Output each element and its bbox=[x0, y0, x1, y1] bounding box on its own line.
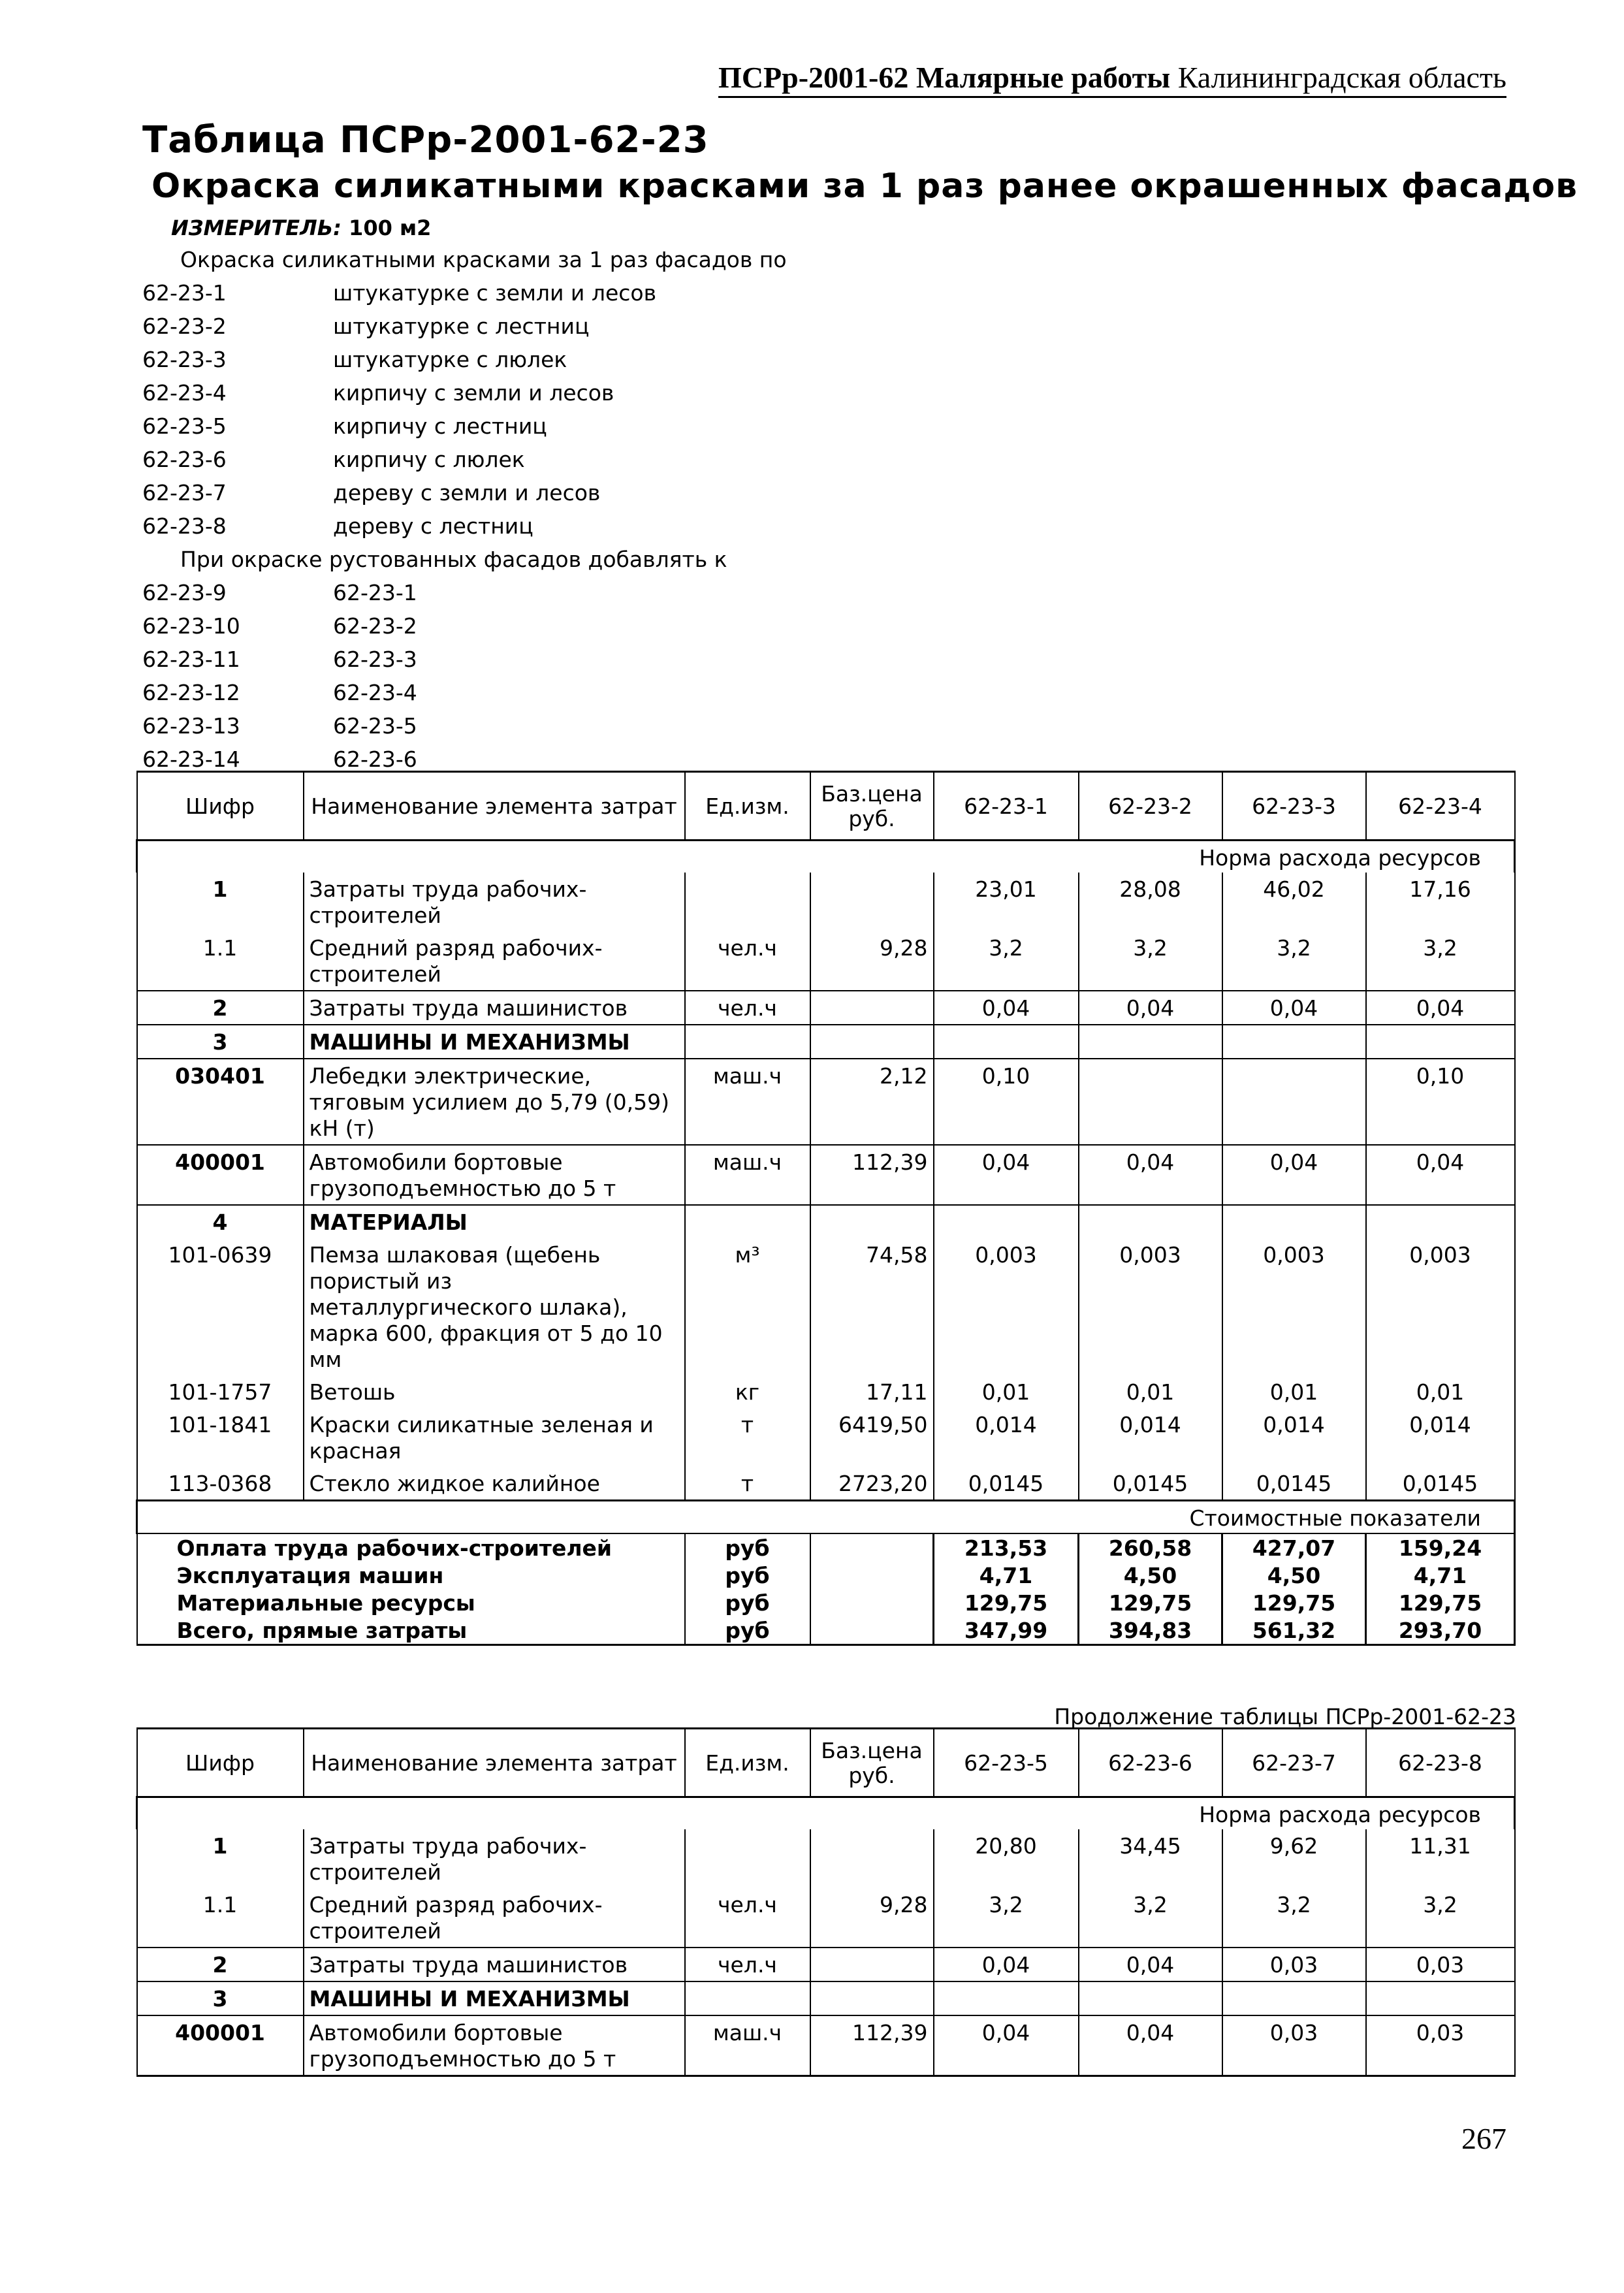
col-variant-header: 62-23-6 bbox=[1079, 1729, 1222, 1797]
row-value: 0,04 bbox=[1079, 1145, 1222, 1205]
rustic-ref: 62-23-4 bbox=[333, 680, 417, 705]
col-variant-header: 62-23-5 bbox=[934, 1729, 1079, 1797]
rustic-item bbox=[142, 676, 787, 709]
row-name: Ветошь bbox=[304, 1375, 685, 1408]
resource-table-2 bbox=[136, 1727, 1516, 2077]
table-row bbox=[137, 1467, 1515, 1501]
total-value: 4,71 bbox=[934, 1562, 1079, 1589]
rustic-code: 62-23-13 bbox=[142, 713, 240, 739]
col-variant-header: 62-23-2 bbox=[1079, 772, 1222, 841]
total-value: 4,50 bbox=[1222, 1562, 1366, 1589]
row-value: 0,0145 bbox=[1222, 1467, 1366, 1501]
empty-cell bbox=[810, 1205, 934, 1238]
work-code: 62-23-6 bbox=[142, 447, 227, 472]
row-price bbox=[810, 1829, 934, 1888]
norm-band-row bbox=[137, 841, 1515, 873]
row-value: 3,2 bbox=[1366, 1888, 1515, 1948]
norm-band-label: Норма расхода ресурсов bbox=[137, 841, 1515, 873]
row-value: 0,04 bbox=[934, 1948, 1079, 1981]
empty-cell bbox=[1222, 1025, 1366, 1059]
empty-cell bbox=[934, 1025, 1079, 1059]
empty-cell bbox=[934, 1981, 1079, 2015]
table-row bbox=[137, 1059, 1515, 1145]
total-value: 427,07 bbox=[1222, 1533, 1366, 1562]
header-region: Калининградская область bbox=[1177, 61, 1506, 94]
row-name: Затраты труда машинистов bbox=[304, 991, 685, 1025]
row-value: 0,04 bbox=[934, 2015, 1079, 2076]
row-value: 17,16 bbox=[1366, 873, 1515, 931]
total-row bbox=[137, 1562, 1515, 1589]
total-value: 347,99 bbox=[934, 1616, 1079, 1645]
row-name: Затраты труда машинистов bbox=[304, 1948, 685, 1981]
rustic-code: 62-23-12 bbox=[142, 680, 240, 705]
total-value: 260,58 bbox=[1079, 1533, 1222, 1562]
work-description: дереву с лестниц bbox=[333, 513, 533, 539]
empty-cell bbox=[810, 1589, 934, 1616]
row-value: 3,2 bbox=[934, 931, 1079, 991]
col-price-header bbox=[810, 1729, 934, 1797]
row-value: 0,01 bbox=[1366, 1375, 1515, 1408]
row-value: 3,2 bbox=[934, 1888, 1079, 1948]
row-value: 20,80 bbox=[934, 1829, 1079, 1888]
rustic-item bbox=[142, 709, 787, 743]
empty-cell bbox=[810, 1533, 934, 1562]
measure-unit-value: 100 м2 bbox=[349, 216, 432, 240]
empty-cell bbox=[810, 1981, 934, 2015]
row-value: 0,01 bbox=[1079, 1375, 1222, 1408]
rustic-ref: 62-23-1 bbox=[333, 580, 417, 605]
empty-cell bbox=[1079, 1205, 1222, 1238]
empty-cell bbox=[685, 1205, 810, 1238]
row-name: Стекло жидкое калийное bbox=[304, 1467, 685, 1501]
total-value: 159,24 bbox=[1366, 1533, 1515, 1562]
row-name: Автомобили бортовые грузоподъемностью до 5 т bbox=[304, 2015, 685, 2076]
rustic-code: 62-23-9 bbox=[142, 580, 227, 605]
rustic-code: 62-23-11 bbox=[142, 647, 240, 672]
row-code: 1 bbox=[137, 1829, 304, 1888]
total-name: Всего, прямые затраты bbox=[137, 1616, 685, 1645]
work-list-item bbox=[142, 376, 787, 409]
row-name: МАШИНЫ И МЕХАНИЗМЫ bbox=[304, 1981, 685, 2015]
work-description: штукатурке с лестниц bbox=[333, 313, 590, 339]
row-code: 1.1 bbox=[137, 931, 304, 991]
table-row bbox=[137, 1205, 1515, 1238]
table-row bbox=[137, 1408, 1515, 1467]
row-price bbox=[810, 873, 934, 931]
row-value: 34,45 bbox=[1079, 1829, 1222, 1888]
norm-band-label: Норма расхода ресурсов bbox=[137, 1797, 1515, 1830]
table-row bbox=[137, 1145, 1515, 1205]
row-code: 101-1757 bbox=[137, 1375, 304, 1408]
row-name: Пемза шлаковая (щебень пористый из металлургического шлака), марка 600, фракция от 5 до 10 мм bbox=[304, 1238, 685, 1375]
measure-unit bbox=[171, 216, 431, 240]
row-unit bbox=[685, 1829, 810, 1888]
row-code: 101-0639 bbox=[137, 1238, 304, 1375]
total-row bbox=[137, 1533, 1515, 1562]
table-row bbox=[137, 1238, 1515, 1375]
total-value: 129,75 bbox=[1079, 1589, 1222, 1616]
row-unit: кг bbox=[685, 1375, 810, 1408]
col-name-header: Наименование элемента затрат bbox=[304, 772, 685, 841]
row-value: 0,014 bbox=[1222, 1408, 1366, 1467]
table-row bbox=[137, 991, 1515, 1025]
col-variant-header: 62-23-1 bbox=[934, 772, 1079, 841]
work-code: 62-23-1 bbox=[142, 280, 227, 306]
row-value: 3,2 bbox=[1222, 931, 1366, 991]
col-unit-header: Ед.изм. bbox=[685, 772, 810, 841]
total-value: 293,70 bbox=[1366, 1616, 1515, 1645]
row-value: 0,003 bbox=[1222, 1238, 1366, 1375]
work-description: кирпичу с лестниц bbox=[333, 413, 547, 439]
row-value: 0,03 bbox=[1222, 1948, 1366, 1981]
row-value: 0,03 bbox=[1222, 2015, 1366, 2076]
row-price: 9,28 bbox=[810, 1888, 934, 1948]
row-value: 46,02 bbox=[1222, 873, 1366, 931]
empty-cell bbox=[934, 1205, 1079, 1238]
total-value: 129,75 bbox=[934, 1589, 1079, 1616]
work-code: 62-23-4 bbox=[142, 380, 227, 406]
total-name: Эксплуатация машин bbox=[137, 1562, 685, 1589]
total-value: 129,75 bbox=[1222, 1589, 1366, 1616]
table-row bbox=[137, 1375, 1515, 1408]
row-name: Затраты труда рабочих-строителей bbox=[304, 873, 685, 931]
row-unit: чел.ч bbox=[685, 931, 810, 991]
rustic-code: 62-23-10 bbox=[142, 613, 240, 639]
col-name-header: Наименование элемента затрат bbox=[304, 1729, 685, 1797]
empty-cell bbox=[1366, 1981, 1515, 2015]
row-code: 3 bbox=[137, 1981, 304, 2015]
work-code: 62-23-3 bbox=[142, 347, 227, 372]
row-value: 11,31 bbox=[1366, 1829, 1515, 1888]
row-unit: маш.ч bbox=[685, 1059, 810, 1145]
total-value: 213,53 bbox=[934, 1533, 1079, 1562]
row-value: 0,04 bbox=[1079, 1948, 1222, 1981]
work-description: штукатурке с люлек bbox=[333, 347, 567, 372]
row-code: 030401 bbox=[137, 1059, 304, 1145]
row-code: 4 bbox=[137, 1205, 304, 1238]
rustic-ref: 62-23-2 bbox=[333, 613, 417, 639]
row-value: 3,2 bbox=[1079, 1888, 1222, 1948]
empty-cell bbox=[810, 1025, 934, 1059]
empty-cell bbox=[1366, 1025, 1515, 1059]
row-unit: маш.ч bbox=[685, 1145, 810, 1205]
row-unit: чел.ч bbox=[685, 1948, 810, 1981]
table-header-row bbox=[137, 772, 1515, 841]
row-value: 0,0145 bbox=[1366, 1467, 1515, 1501]
row-code: 101-1841 bbox=[137, 1408, 304, 1467]
table-row bbox=[137, 2015, 1515, 2076]
col-code-header: Шифр bbox=[137, 772, 304, 841]
col-variant-header: 62-23-8 bbox=[1366, 1729, 1515, 1797]
row-value: 0,01 bbox=[934, 1375, 1079, 1408]
row-price: 2,12 bbox=[810, 1059, 934, 1145]
work-list-item bbox=[142, 310, 787, 343]
row-name: МАШИНЫ И МЕХАНИЗМЫ bbox=[304, 1025, 685, 1059]
cost-band-row bbox=[137, 1501, 1515, 1534]
row-code: 1 bbox=[137, 873, 304, 931]
row-code: 2 bbox=[137, 991, 304, 1025]
row-value: 0,0145 bbox=[1079, 1467, 1222, 1501]
row-value: 0,014 bbox=[934, 1408, 1079, 1467]
table-header-row bbox=[137, 1729, 1515, 1797]
row-code: 3 bbox=[137, 1025, 304, 1059]
header-code: ПСРр-2001-62 bbox=[718, 61, 909, 94]
row-unit: чел.ч bbox=[685, 991, 810, 1025]
rustic-item bbox=[142, 609, 787, 643]
col-price-header-line2: руб. bbox=[848, 1763, 895, 1788]
row-value: 0,04 bbox=[1222, 991, 1366, 1025]
running-header bbox=[718, 60, 1506, 98]
row-value: 0,04 bbox=[1079, 991, 1222, 1025]
work-code: 62-23-8 bbox=[142, 513, 227, 539]
row-code: 113-0368 bbox=[137, 1467, 304, 1501]
row-price: 17,11 bbox=[810, 1375, 934, 1408]
empty-cell bbox=[810, 1616, 934, 1645]
row-code: 400001 bbox=[137, 2015, 304, 2076]
row-value: 23,01 bbox=[934, 873, 1079, 931]
table-subtitle: Окраска силикатными красками за 1 раз ранее окрашенных фасадов bbox=[151, 167, 1578, 206]
table-row bbox=[137, 1025, 1515, 1059]
table-row bbox=[137, 1888, 1515, 1948]
row-value: 0,04 bbox=[1079, 2015, 1222, 2076]
row-price: 2723,20 bbox=[810, 1467, 934, 1501]
total-unit: руб bbox=[685, 1562, 810, 1589]
total-name: Материальные ресурсы bbox=[137, 1589, 685, 1616]
col-price-header-line2: руб. bbox=[848, 806, 895, 831]
total-unit: руб bbox=[685, 1589, 810, 1616]
work-list bbox=[142, 243, 787, 776]
row-value: 3,2 bbox=[1366, 931, 1515, 991]
row-name: Автомобили бортовые грузоподъемностью до 5 т bbox=[304, 1145, 685, 1205]
table-row bbox=[137, 931, 1515, 991]
table-row bbox=[137, 1981, 1515, 2015]
table-title: Таблица ПСРр-2001-62-23 bbox=[142, 119, 709, 161]
col-code-header: Шифр bbox=[137, 1729, 304, 1797]
row-price bbox=[810, 991, 934, 1025]
work-description: кирпичу с люлек bbox=[333, 447, 525, 472]
row-unit: чел.ч bbox=[685, 1888, 810, 1948]
row-value: 0,003 bbox=[934, 1238, 1079, 1375]
row-unit bbox=[685, 873, 810, 931]
row-value: 0,0145 bbox=[934, 1467, 1079, 1501]
work-list-item bbox=[142, 476, 787, 509]
work-code: 62-23-2 bbox=[142, 313, 227, 339]
col-price-header-line1: Баз.цена bbox=[821, 1738, 923, 1763]
row-value: 0,04 bbox=[1222, 1145, 1366, 1205]
col-unit-header: Ед.изм. bbox=[685, 1729, 810, 1797]
total-value: 129,75 bbox=[1366, 1589, 1515, 1616]
empty-cell bbox=[1079, 1981, 1222, 2015]
total-name: Оплата труда рабочих-строителей bbox=[137, 1533, 685, 1562]
col-variant-header: 62-23-4 bbox=[1366, 772, 1515, 841]
work-description: кирпичу с земли и лесов bbox=[333, 380, 614, 406]
row-price: 6419,50 bbox=[810, 1408, 934, 1467]
rustic-item bbox=[142, 576, 787, 609]
norm-band-row bbox=[137, 1797, 1515, 1830]
rustic-ref: 62-23-6 bbox=[333, 746, 417, 772]
row-name: Лебедки электрические, тяговым усилием до 5,79 (0,59) кН (т) bbox=[304, 1059, 685, 1145]
row-code: 1.1 bbox=[137, 1888, 304, 1948]
row-code: 400001 bbox=[137, 1145, 304, 1205]
table-row bbox=[137, 873, 1515, 931]
empty-cell bbox=[1079, 1025, 1222, 1059]
work-code: 62-23-5 bbox=[142, 413, 227, 439]
row-unit: маш.ч bbox=[685, 2015, 810, 2076]
row-value bbox=[1222, 1059, 1366, 1145]
rustic-item bbox=[142, 643, 787, 676]
work-description: дереву с земли и лесов bbox=[333, 480, 601, 505]
row-price: 9,28 bbox=[810, 931, 934, 991]
row-value: 3,2 bbox=[1079, 931, 1222, 991]
total-unit: руб bbox=[685, 1533, 810, 1562]
work-list-item bbox=[142, 509, 787, 543]
row-name: Средний разряд рабочих-строителей bbox=[304, 931, 685, 991]
row-unit: т bbox=[685, 1467, 810, 1501]
row-value: 0,014 bbox=[1079, 1408, 1222, 1467]
row-value: 0,04 bbox=[1366, 1145, 1515, 1205]
rustic-ref: 62-23-3 bbox=[333, 647, 417, 672]
row-name: Краски силикатные зеленая и красная bbox=[304, 1408, 685, 1467]
row-value: 0,10 bbox=[934, 1059, 1079, 1145]
measure-unit-label: ИЗМЕРИТЕЛЬ: bbox=[171, 216, 342, 240]
empty-cell bbox=[810, 1562, 934, 1589]
work-list-item bbox=[142, 343, 787, 376]
work-list-item bbox=[142, 443, 787, 476]
row-value: 0,03 bbox=[1366, 2015, 1515, 2076]
col-price-header bbox=[810, 772, 934, 841]
row-value: 28,08 bbox=[1079, 873, 1222, 931]
table-row bbox=[137, 1948, 1515, 1981]
total-unit: руб bbox=[685, 1616, 810, 1645]
work-list-item bbox=[142, 276, 787, 310]
work-list-item bbox=[142, 409, 787, 443]
row-value: 0,003 bbox=[1079, 1238, 1222, 1375]
row-unit: т bbox=[685, 1408, 810, 1467]
table-row bbox=[137, 1829, 1515, 1888]
row-price bbox=[810, 1948, 934, 1981]
col-price-header-line1: Баз.цена bbox=[821, 781, 923, 807]
empty-cell bbox=[1222, 1981, 1366, 2015]
row-value: 0,01 bbox=[1222, 1375, 1366, 1408]
row-price: 112,39 bbox=[810, 1145, 934, 1205]
rustic-ref: 62-23-5 bbox=[333, 713, 417, 739]
rustic-heading: При окраске рустованных фасадов добавлять к bbox=[180, 547, 727, 572]
total-row bbox=[137, 1589, 1515, 1616]
resource-table-1 bbox=[136, 771, 1516, 1646]
work-description: штукатурке с земли и лесов bbox=[333, 280, 657, 306]
total-value: 561,32 bbox=[1222, 1616, 1366, 1645]
row-value: 0,04 bbox=[1366, 991, 1515, 1025]
work-code: 62-23-7 bbox=[142, 480, 227, 505]
work-list-heading: Окраска силикатными красками за 1 раз фасадов по bbox=[180, 247, 787, 272]
col-variant-header: 62-23-3 bbox=[1222, 772, 1366, 841]
row-value: 0,003 bbox=[1366, 1238, 1515, 1375]
row-value: 3,2 bbox=[1222, 1888, 1366, 1948]
col-variant-header: 62-23-7 bbox=[1222, 1729, 1366, 1797]
row-value: 0,10 bbox=[1366, 1059, 1515, 1145]
header-section: Малярные работы bbox=[915, 61, 1171, 94]
row-value bbox=[1079, 1059, 1222, 1145]
continuation-label: Продолжение таблицы ПСРр-2001-62-23 bbox=[1054, 1704, 1516, 1729]
total-value: 394,83 bbox=[1079, 1616, 1222, 1645]
empty-cell bbox=[1366, 1205, 1515, 1238]
rustic-code: 62-23-14 bbox=[142, 746, 240, 772]
empty-cell bbox=[685, 1025, 810, 1059]
cost-band-label: Стоимостные показатели bbox=[137, 1501, 1515, 1534]
row-value: 0,014 bbox=[1366, 1408, 1515, 1467]
empty-cell bbox=[1222, 1205, 1366, 1238]
row-value: 0,03 bbox=[1366, 1948, 1515, 1981]
total-value: 4,71 bbox=[1366, 1562, 1515, 1589]
row-value: 0,04 bbox=[934, 991, 1079, 1025]
row-name: Средний разряд рабочих-строителей bbox=[304, 1888, 685, 1948]
row-value: 9,62 bbox=[1222, 1829, 1366, 1888]
row-code: 2 bbox=[137, 1948, 304, 1981]
empty-cell bbox=[685, 1981, 810, 2015]
page-number: 267 bbox=[1461, 2122, 1506, 2155]
row-price: 74,58 bbox=[810, 1238, 934, 1375]
total-row bbox=[137, 1616, 1515, 1645]
row-price: 112,39 bbox=[810, 2015, 934, 2076]
row-unit: м³ bbox=[685, 1238, 810, 1375]
total-value: 4,50 bbox=[1079, 1562, 1222, 1589]
row-name: МАТЕРИАЛЫ bbox=[304, 1205, 685, 1238]
row-name: Затраты труда рабочих-строителей bbox=[304, 1829, 685, 1888]
row-value: 0,04 bbox=[934, 1145, 1079, 1205]
